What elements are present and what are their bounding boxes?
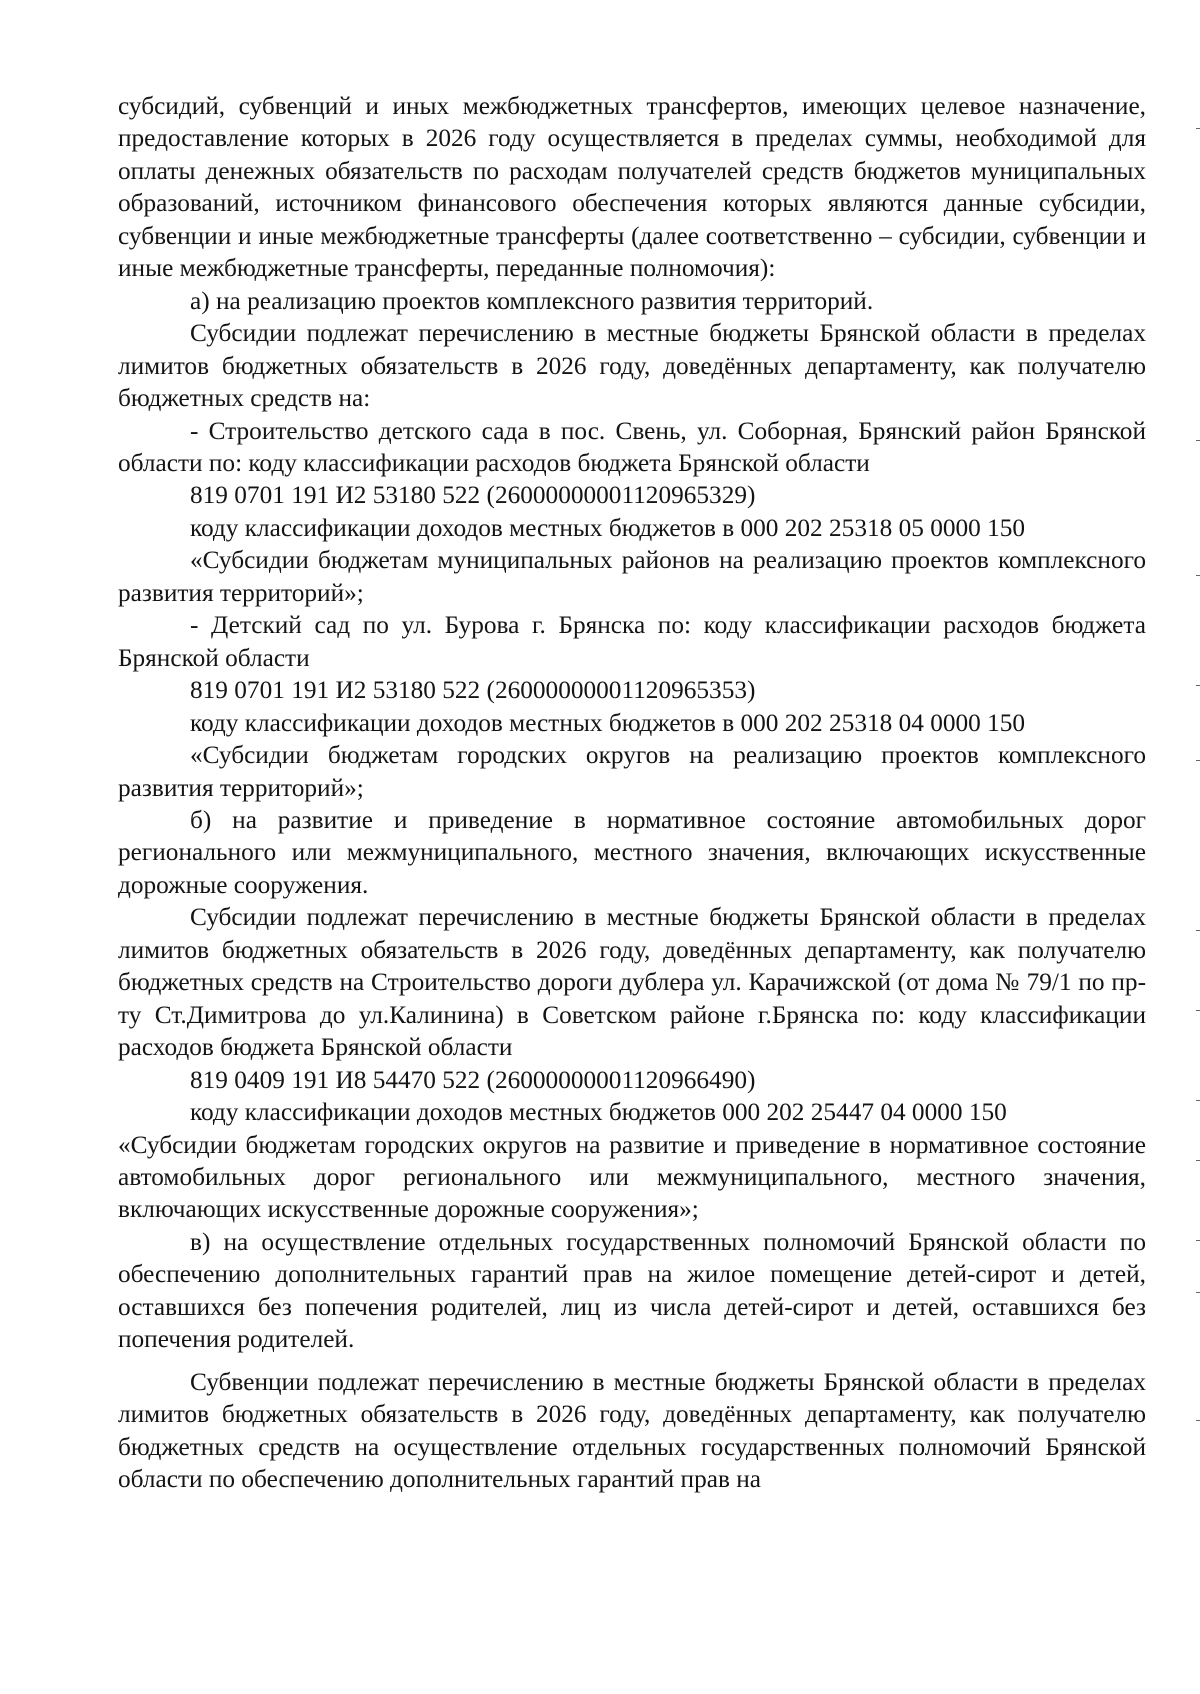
scan-edge-mark [1196,1292,1200,1293]
income-code-line: коду классификации доходов местных бюджетов в 000 202 25318 05 0000 150 [190,513,1026,542]
scan-edge-mark [1196,685,1200,686]
scan-edge-mark [1196,440,1200,441]
scan-edge-mark [1196,1160,1200,1161]
scan-edge-mark [1196,1240,1200,1241]
paragraph-subsidy-b: Субсидии подлежат перечислению в местные бюджеты Брянской области в пределах лимитов бюджетных обязательств в 2026 году, доведённых департаменту, как получателю бюджетных средств на Строительство дороги дублера ул. Карачижской (от дома № 79/1 по пр-ту Ст.Димитрова до ул.Калинина) в Советском районе г.Брянска по: коду классификации расходов бюджета Брянской области [118,903,1146,1062]
income-code-line: коду классификации доходов местных бюджетов 000 202 25447 04 0000 150 [190,1098,1007,1127]
scan-edge-mark [1196,1420,1200,1421]
scan-edge-mark [1196,1010,1200,1011]
scan-edge-mark [1196,760,1200,761]
expense-code-line: 819 0701 191 И2 53180 522 (26000000001120965353) [190,676,756,705]
paragraph-item-a: а) на реализацию проектов комплексного развития территорий. [190,286,874,315]
paragraph-subvention-c: Субвенции подлежат перечислению в местные бюджеты Брянской области в пределах лимитов бюджетных обязательств в 2026 году, доведённых департаменту, как получателю бюджетных средств на осуществление отдельных государственных полномочий Брянской области по обеспечению дополнительных гарантий прав на [118,1367,1146,1494]
paragraph-item-b: б) на развитие и приведение в нормативное состояние автомобильных дорог регионального или межмуниципального, местного значения, включающих искусственные дорожные сооружения. [118,805,1146,899]
scan-edge-mark [1196,930,1200,931]
income-code-line: коду классификации доходов местных бюджетов в 000 202 25318 04 0000 150 [190,708,1026,737]
paragraph-subsidy-a: Субсидии подлежат перечислению в местные бюджеты Брянской области в пределах лимитов бюджетных обязательств в 2026 году, доведённых департаменту, как получателю бюджетных средств на: [118,319,1146,413]
paragraph-kindergarten-sven: - Строительство детского сада в пос. Свень, ул. Соборная, Брянский район Брянской области по: коду классификации расходов бюджета Брянской области [118,416,1146,477]
scan-edge-marks [1194,0,1200,1694]
paragraph-intro: субсидий, субвенций и иных межбюджетных трансфертов, имеющих целевое назначение, предоставление которых в 2026 году осуществляется в пределах суммы, необходимой для оплаты денежных обязательств по расходам получателей средств бюджетов муниципальных образований, источником финансового обеспечения которых являются данные субсидии, субвенции и иные межбюджетные трансферты (далее соответственно – субсидии, субвенции и иные межбюджетные трансферты, переданные полномочия): [118,92,1146,283]
scan-edge-mark [1196,1100,1200,1101]
paragraph-item-c: в) на осуществление отдельных государственных полномочий Брянской области по обеспечению дополнительных гарантий прав на жилое помещение детей-сирот и детей, оставшихся без попечения родителей, лиц из числа детей-сирот и детей, оставшихся без попечения родителей. [118,1227,1146,1354]
scan-edge-mark [1196,128,1200,129]
expense-code-line: 819 0701 191 И2 53180 522 (26000000001120965329) [190,481,756,510]
paragraph-kindergarten-burova: - Детский сад по ул. Бурова г. Брянска по: коду классификации расходов бюджета Брянской области [118,611,1146,672]
scan-edge-mark [1196,575,1200,576]
paragraph-subsidy-name: «Субсидии бюджетам муниципальных районов на реализацию проектов комплексного развития территорий»; [118,546,1146,607]
paragraph-subsidy-name: «Субсидии бюджетам городских округов на реализацию проектов комплексного развития территорий»; [118,741,1146,802]
document-body [118,90,1146,1495]
expense-code-line: 819 0409 191 И8 54470 522 (26000000001120966490) [190,1065,756,1094]
paragraph-subsidy-name: «Субсидии бюджетам городских округов на развитие и приведение в нормативное состояние автомобильных дорог регионального или межмуниципального, местного значения, включающих искусственные дорожные сооружения»; [118,1130,1146,1224]
